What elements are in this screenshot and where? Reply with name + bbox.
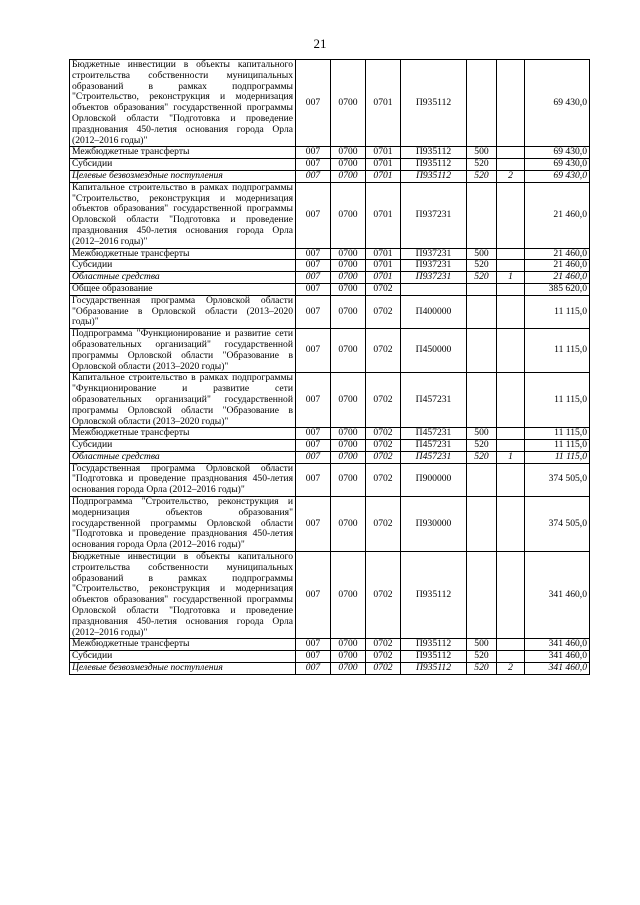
section-code: 0700 (331, 373, 366, 428)
section-code: 0700 (331, 552, 366, 639)
row-name: Подпрограмма "Строительство, реконструкция и модернизация объектов образования" государственной программы Орловской области "Подготовка и проведение празднования 450-летия основания города Орла (2012–2016 годы)" (70, 497, 296, 552)
subsection-code: 0701 (366, 170, 401, 182)
row-name: Субсидии (70, 159, 296, 171)
source-code: 1 (497, 451, 525, 463)
row-name: Общее образование (70, 283, 296, 295)
row-name: Целевые безвозмездные поступления (70, 663, 296, 675)
table-row (70, 159, 590, 171)
ministry-code: 007 (296, 373, 331, 428)
expense-type-code: 500 (467, 147, 497, 159)
ministry-code: 007 (296, 147, 331, 159)
section-code: 0700 (331, 147, 366, 159)
subsection-code: 0702 (366, 552, 401, 639)
subsection-code: 0701 (366, 147, 401, 159)
target-code: П935112 (401, 639, 467, 651)
ministry-code: 007 (296, 272, 331, 284)
source-code (497, 147, 525, 159)
expense-type-code (467, 497, 497, 552)
target-code: П937231 (401, 182, 467, 248)
section-code: 0700 (331, 451, 366, 463)
table-row (70, 428, 590, 440)
subsection-code: 0701 (366, 60, 401, 147)
amount: 69 430,0 (525, 147, 590, 159)
expense-type-code: 520 (467, 159, 497, 171)
row-name: Областные средства (70, 272, 296, 284)
subsection-code: 0702 (366, 283, 401, 295)
target-code: П935112 (401, 147, 467, 159)
amount: 69 430,0 (525, 60, 590, 147)
amount: 11 115,0 (525, 440, 590, 452)
expense-type-code (467, 463, 497, 496)
table-row (70, 170, 590, 182)
table-row (70, 295, 590, 328)
section-code: 0700 (331, 463, 366, 496)
amount: 11 115,0 (525, 295, 590, 328)
subsection-code: 0702 (366, 497, 401, 552)
subsection-code: 0701 (366, 260, 401, 272)
source-code: 1 (497, 272, 525, 284)
target-code: П457231 (401, 451, 467, 463)
table-row (70, 373, 590, 428)
section-code: 0700 (331, 329, 366, 373)
expense-type-code: 520 (467, 451, 497, 463)
target-code: П935112 (401, 60, 467, 147)
row-name: Областные средства (70, 451, 296, 463)
amount: 341 460,0 (525, 663, 590, 675)
expense-type-code (467, 295, 497, 328)
source-code (497, 248, 525, 260)
table-row (70, 283, 590, 295)
subsection-code: 0701 (366, 272, 401, 284)
ministry-code: 007 (296, 182, 331, 248)
section-code: 0700 (331, 651, 366, 663)
section-code: 0700 (331, 428, 366, 440)
table-row (70, 248, 590, 260)
expense-type-code (467, 283, 497, 295)
section-code: 0700 (331, 663, 366, 675)
table-row (70, 329, 590, 373)
table-row (70, 60, 590, 147)
ministry-code: 007 (296, 295, 331, 328)
expense-type-code: 500 (467, 428, 497, 440)
target-code: П937231 (401, 260, 467, 272)
table-row (70, 182, 590, 248)
page-number: 21 (313, 36, 327, 51)
subsection-code: 0702 (366, 295, 401, 328)
target-code: П457231 (401, 373, 467, 428)
table-row (70, 272, 590, 284)
row-name: Капитальное строительство в рамках подпрограммы "Строительство, реконструкция и модернизация объектов образования" государственной программы Орловской области "Подготовка и проведение празднования 450-летия основания города Орла (2012–2016 годы)" (70, 182, 296, 248)
amount: 385 620,0 (525, 283, 590, 295)
table-row (70, 639, 590, 651)
section-code: 0700 (331, 260, 366, 272)
ministry-code: 007 (296, 451, 331, 463)
subsection-code: 0702 (366, 451, 401, 463)
table-row (70, 552, 590, 639)
expense-type-code: 520 (467, 170, 497, 182)
row-name: Субсидии (70, 651, 296, 663)
source-code (497, 651, 525, 663)
amount: 374 505,0 (525, 497, 590, 552)
expense-type-code: 520 (467, 651, 497, 663)
target-code: П937231 (401, 248, 467, 260)
row-name: Государственная программа Орловской области "Образование в Орловской области (2013–2020 годы)" (70, 295, 296, 328)
row-name: Межбюджетные трансферты (70, 147, 296, 159)
section-code: 0700 (331, 60, 366, 147)
expense-type-code (467, 329, 497, 373)
row-name: Целевые безвозмездные поступления (70, 170, 296, 182)
subsection-code: 0702 (366, 440, 401, 452)
target-code: П935112 (401, 663, 467, 675)
ministry-code: 007 (296, 260, 331, 272)
subsection-code: 0702 (366, 639, 401, 651)
subsection-code: 0702 (366, 663, 401, 675)
ministry-code: 007 (296, 248, 331, 260)
subsection-code: 0701 (366, 248, 401, 260)
row-name: Подпрограмма "Функционирование и развитие сети образовательных организаций" государственной программы Орловской области "Образование в Орловской области (2013–2020 годы)" (70, 329, 296, 373)
ministry-code: 007 (296, 552, 331, 639)
source-code (497, 428, 525, 440)
target-code: П457231 (401, 440, 467, 452)
subsection-code: 0701 (366, 182, 401, 248)
section-code: 0700 (331, 283, 366, 295)
amount: 374 505,0 (525, 463, 590, 496)
source-code: 2 (497, 170, 525, 182)
source-code (497, 639, 525, 651)
ministry-code: 007 (296, 329, 331, 373)
ministry-code: 007 (296, 60, 331, 147)
section-code: 0700 (331, 159, 366, 171)
ministry-code: 007 (296, 463, 331, 496)
expense-type-code: 520 (467, 663, 497, 675)
amount: 21 460,0 (525, 272, 590, 284)
amount: 341 460,0 (525, 639, 590, 651)
source-code (497, 182, 525, 248)
subsection-code: 0702 (366, 373, 401, 428)
amount: 341 460,0 (525, 552, 590, 639)
table-row (70, 651, 590, 663)
expense-type-code (467, 373, 497, 428)
expense-type-code: 500 (467, 639, 497, 651)
expense-type-code (467, 552, 497, 639)
section-code: 0700 (331, 248, 366, 260)
table-row (70, 463, 590, 496)
ministry-code: 007 (296, 440, 331, 452)
expense-type-code: 500 (467, 248, 497, 260)
subsection-code: 0702 (366, 428, 401, 440)
amount: 11 115,0 (525, 451, 590, 463)
row-name: Государственная программа Орловской области "Подготовка и проведение празднования 450-летия основания города Орла (2012–2016 годы)" (70, 463, 296, 496)
source-code (497, 497, 525, 552)
ministry-code: 007 (296, 663, 331, 675)
expense-type-code: 520 (467, 272, 497, 284)
expense-type-code: 520 (467, 440, 497, 452)
source-code (497, 552, 525, 639)
source-code: 2 (497, 663, 525, 675)
section-code: 0700 (331, 295, 366, 328)
target-code: П900000 (401, 463, 467, 496)
table-row (70, 147, 590, 159)
target-code: П400000 (401, 295, 467, 328)
target-code: П935112 (401, 651, 467, 663)
section-code: 0700 (331, 497, 366, 552)
expense-type-code (467, 60, 497, 147)
ministry-code: 007 (296, 159, 331, 171)
source-code (497, 295, 525, 328)
ministry-code: 007 (296, 639, 331, 651)
amount: 21 460,0 (525, 260, 590, 272)
row-name: Субсидии (70, 440, 296, 452)
expense-type-code: 520 (467, 260, 497, 272)
row-name: Межбюджетные трансферты (70, 248, 296, 260)
row-name: Бюджетные инвестиции в объекты капитального строительства собственности муниципальных образований в рамках подпрограммы "Строительство, реконструкция и модернизация объектов образования" государственной программы Орловской области "Подготовка и проведение празднования 450-летия основания города Орла (2012–2016 годы)" (70, 60, 296, 147)
row-name: Капитальное строительство в рамках подпрограммы "Функционирование и развитие сети образовательных организаций" государственной программы Орловской области "Образование в Орловской области (2013–2020 годы)" (70, 373, 296, 428)
amount: 11 115,0 (525, 329, 590, 373)
row-name: Бюджетные инвестиции в объекты капитального строительства собственности муниципальных образований в рамках подпрограммы "Строительство, реконструкция и модернизация объектов образования" государственной программы Орловской области "Подготовка и проведение празднования 450-летия основания города Орла (2012–2016 годы)" (70, 552, 296, 639)
amount: 21 460,0 (525, 248, 590, 260)
row-name: Субсидии (70, 260, 296, 272)
source-code (497, 440, 525, 452)
source-code (497, 159, 525, 171)
amount: 69 430,0 (525, 170, 590, 182)
ministry-code: 007 (296, 283, 331, 295)
source-code (497, 60, 525, 147)
source-code (497, 283, 525, 295)
subsection-code: 0701 (366, 159, 401, 171)
ministry-code: 007 (296, 651, 331, 663)
source-code (497, 463, 525, 496)
source-code (497, 260, 525, 272)
ministry-code: 007 (296, 428, 331, 440)
ministry-code: 007 (296, 170, 331, 182)
source-code (497, 329, 525, 373)
subsection-code: 0702 (366, 329, 401, 373)
section-code: 0700 (331, 272, 366, 284)
expense-type-code (467, 182, 497, 248)
subsection-code: 0702 (366, 463, 401, 496)
source-code (497, 373, 525, 428)
budget-table (69, 59, 590, 675)
target-code: П937231 (401, 272, 467, 284)
section-code: 0700 (331, 170, 366, 182)
section-code: 0700 (331, 639, 366, 651)
table-row (70, 440, 590, 452)
ministry-code: 007 (296, 497, 331, 552)
amount: 21 460,0 (525, 182, 590, 248)
target-code: П935112 (401, 170, 467, 182)
amount: 69 430,0 (525, 159, 590, 171)
target-code (401, 283, 467, 295)
section-code: 0700 (331, 440, 366, 452)
target-code: П935112 (401, 159, 467, 171)
amount: 341 460,0 (525, 651, 590, 663)
table-row (70, 663, 590, 675)
amount: 11 115,0 (525, 428, 590, 440)
table-row (70, 497, 590, 552)
target-code: П457231 (401, 428, 467, 440)
table-row (70, 260, 590, 272)
section-code: 0700 (331, 182, 366, 248)
target-code: П935112 (401, 552, 467, 639)
row-name: Межбюджетные трансферты (70, 639, 296, 651)
target-code: П930000 (401, 497, 467, 552)
amount: 11 115,0 (525, 373, 590, 428)
row-name: Межбюджетные трансферты (70, 428, 296, 440)
table-row (70, 451, 590, 463)
target-code: П450000 (401, 329, 467, 373)
subsection-code: 0702 (366, 651, 401, 663)
